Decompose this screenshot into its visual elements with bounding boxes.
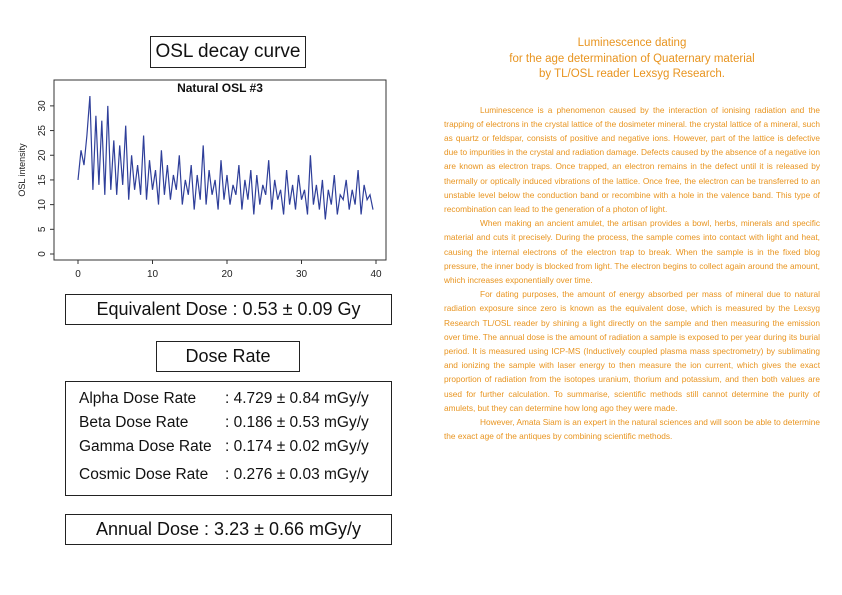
x-axis-ticks [75, 260, 382, 280]
x-tick-label: 40 [370, 269, 382, 280]
article-paragraph: For dating purposes, the amount of energy absorbed per mass of mineral due to natural radiation exposure since zero is known as the equivalent dose, which is measured by the Lexsyg Research TL/OSL reader by shining a light directly on the sample and then measuring the emission over time. The annual dose is the amount of radiation a sample is exposed to per year during its burial period. It is measured using ICP-MS (Inductively coupled plasma mass spectrometry) by sublimating and ionizing the sample with laser energy to then measure the ion current, which gives the exact proportion of radiation from the isotopes uranium, thorium and potassium, and then both values are used for further calculation. To summarise, scientific methods still cannot determine the purity of amulets, but they can determine how long ago they were made. [444, 289, 820, 413]
dose-rate-label: Cosmic Dose Rate [79, 466, 209, 483]
osl-series-line [78, 96, 373, 219]
x-tick-label: 30 [295, 269, 308, 280]
y-tick-label: 30 [37, 100, 48, 112]
dose-rate-row-gamma [79, 438, 369, 456]
dose-rate-value: : 4.729 ± 0.84 mGy/y [225, 390, 369, 407]
dose-rate-label: Alpha Dose Rate [79, 390, 197, 407]
y-tick-label: 20 [37, 149, 48, 161]
dose-rate-table [65, 381, 392, 496]
article-title [444, 36, 820, 83]
article-paragraph: However, Amata Siam is an expert in the natural sciences and will soon be able to determine the exact age of the antiques by combining scientific methods. [444, 416, 820, 442]
y-tick-label: 15 [37, 174, 48, 186]
article-paragraph: Luminescence is a phenomenon caused by the interaction of ionising radiation and the trapping of electrons in the crystal lattice of the dosimeter mineral. the crystal lattice of a mineral, such as quartz or feldspar, consists of positive and negative ions. However, part of the lattice is defective due to impurities in the crystal and radiation damage. Defects caused by the absence of a negative ion are known as electron traps. Once trapped, an electron remains in the defect until it is released by thermally or optically induced vibrations of the lattice. Once free, the electron can be transferred to an unstable level below the conduction band or recombine with a hole in the valence band. This type of recombination can lead to the generation of a photon of light. [444, 104, 820, 214]
dose-rate-value: : 0.174 ± 0.02 mGy/y [225, 438, 369, 455]
y-tick-label: 0 [37, 251, 48, 257]
dose-rate-value: : 0.186 ± 0.53 mGy/y [225, 414, 369, 431]
dose-rate-title: Dose Rate [156, 341, 300, 372]
y-axis-ticks [37, 100, 54, 257]
y-axis-label: OSL intensity [17, 143, 27, 197]
article-title-line: for the age determination of Quaternary material [509, 52, 755, 65]
dose-rate-label: Gamma Dose Rate [79, 438, 212, 455]
article-paragraph: When making an ancient amulet, the artisan provides a bowl, herbs, minerals and specific material and cuts it precisely. During the process, the sample comes into contact with light and heat, causing the internal electrons of the electron trap to break. When the sample is in the fixed blog pressure, the inner body is blocked from light. The electron begins to collect again around the amount, which increases exponentially over time. [444, 218, 820, 285]
dose-rate-row-alpha [79, 390, 369, 408]
dose-rate-row-beta [79, 414, 369, 432]
dose-rate-row-cosmic [79, 466, 369, 484]
y-tick-label: 10 [37, 199, 48, 211]
article-title-line: Luminescence dating [577, 37, 687, 49]
y-tick-label: 5 [37, 226, 48, 233]
chart-title: Natural OSL #3 [177, 81, 263, 95]
article [444, 36, 820, 443]
x-tick-label: 10 [146, 269, 159, 280]
chart-section-title: OSL decay curve [150, 36, 306, 68]
y-tick-label: 25 [37, 125, 48, 137]
equivalent-dose: Equivalent Dose : 0.53 ± 0.09 Gy [65, 294, 392, 325]
annual-dose: Annual Dose : 3.23 ± 0.66 mGy/y [65, 514, 392, 545]
osl-decay-chart [12, 78, 390, 290]
dose-rate-label: Beta Dose Rate [79, 414, 189, 431]
x-tick-label: 0 [75, 269, 81, 280]
x-tick-label: 20 [221, 269, 233, 280]
dose-rate-value: : 0.276 ± 0.03 mGy/y [225, 466, 369, 483]
article-title-line: by TL/OSL reader Lexsyg Research. [538, 68, 725, 80]
